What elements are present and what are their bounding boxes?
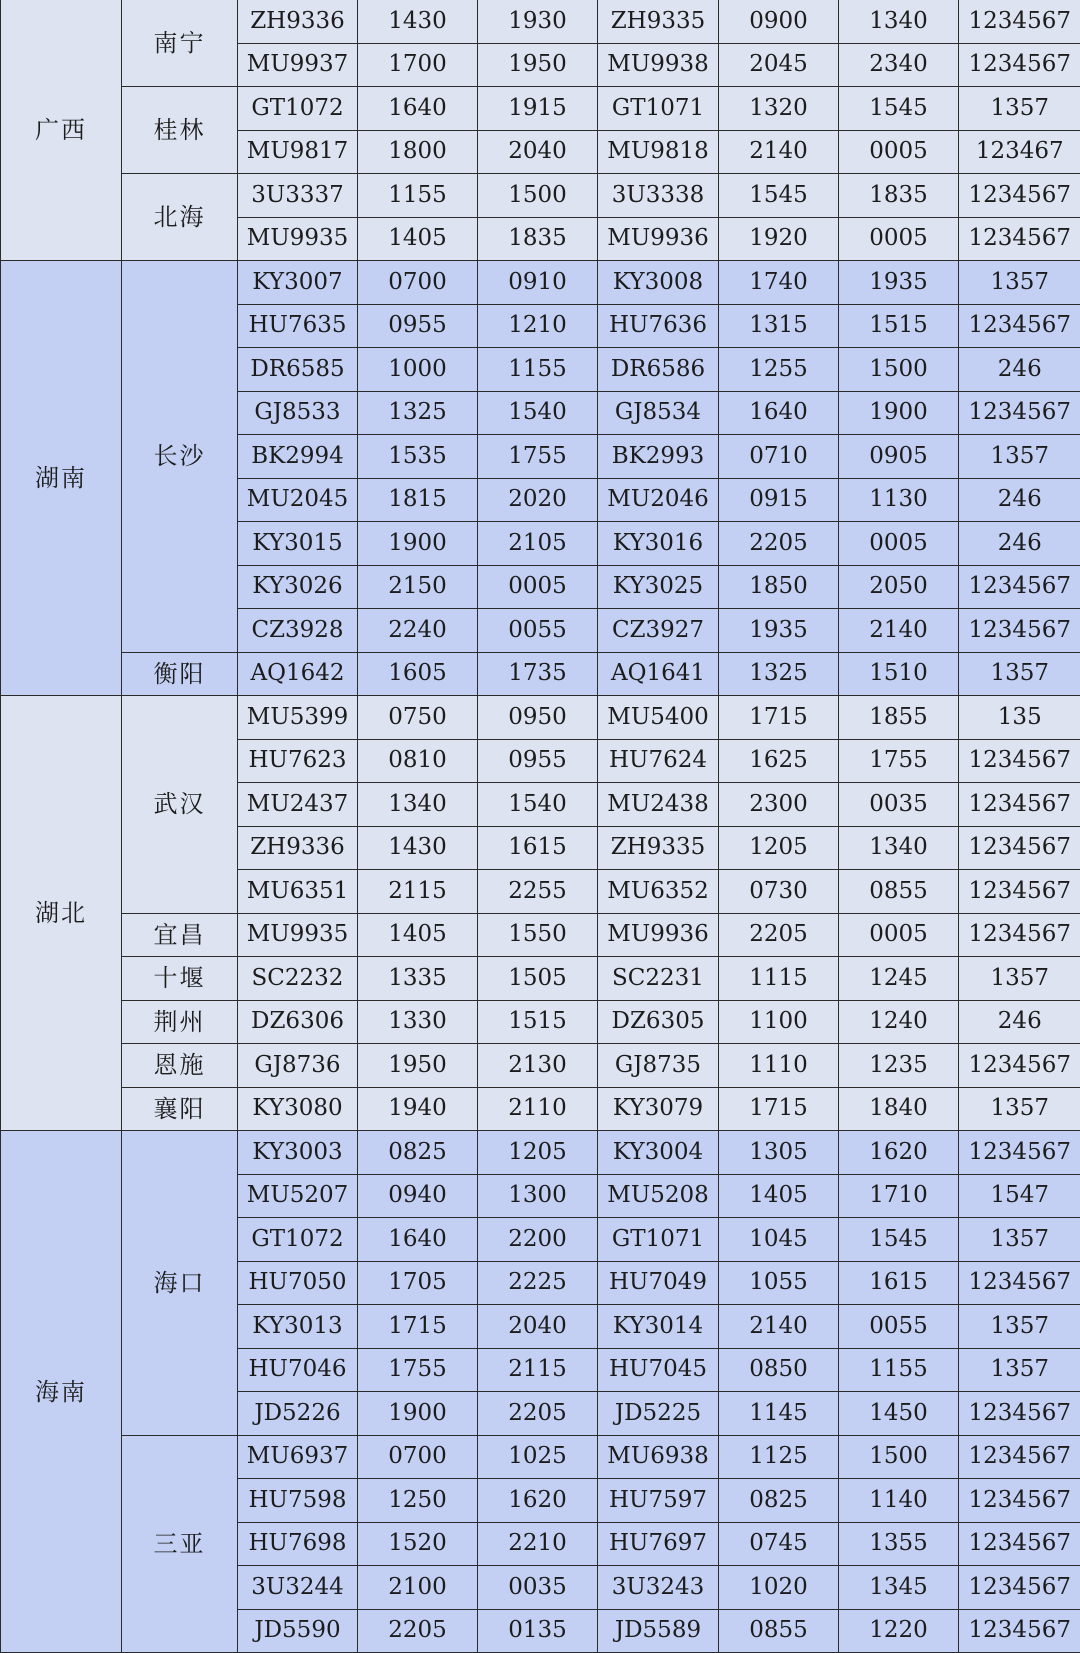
outbound-flight-no-cell: 3U3337 [238, 174, 358, 218]
return-flight-no-cell: ZH9335 [598, 0, 719, 43]
outbound-flight-no-cell: MU2045 [238, 478, 358, 522]
return-flight-no-cell: KY3014 [598, 1305, 719, 1349]
outbound-arrive-cell: 0910 [478, 261, 598, 305]
return-arrive-cell: 1710 [839, 1174, 959, 1218]
return-depart-cell: 0730 [719, 870, 839, 914]
return-depart-cell: 0855 [719, 1609, 839, 1653]
operating-days-cell: 1234567 [959, 826, 1080, 870]
operating-days-cell: 1234567 [959, 1392, 1080, 1436]
outbound-arrive-cell: 0035 [478, 1566, 598, 1610]
outbound-arrive-cell: 1950 [478, 43, 598, 87]
outbound-flight-no-cell: KY3003 [238, 1131, 358, 1175]
return-flight-no-cell: MU9936 [598, 913, 719, 957]
return-arrive-cell: 1545 [839, 87, 959, 131]
outbound-flight-no-cell: KY3007 [238, 261, 358, 305]
city-cell: 十堰 [122, 957, 238, 1001]
outbound-arrive-cell: 1025 [478, 1435, 598, 1479]
return-arrive-cell: 1755 [839, 739, 959, 783]
return-arrive-cell: 1155 [839, 1348, 959, 1392]
outbound-flight-no-cell: BK2994 [238, 435, 358, 479]
operating-days-cell: 123467 [959, 130, 1080, 174]
city-cell: 长沙 [122, 261, 238, 653]
return-flight-no-cell: KY3025 [598, 565, 719, 609]
outbound-depart-cell: 1950 [358, 1044, 478, 1088]
outbound-depart-cell: 1405 [358, 913, 478, 957]
outbound-depart-cell: 2115 [358, 870, 478, 914]
outbound-flight-no-cell: KY3013 [238, 1305, 358, 1349]
return-flight-no-cell: HU7636 [598, 304, 719, 348]
return-depart-cell: 0710 [719, 435, 839, 479]
table-row [1, 261, 1080, 305]
return-flight-no-cell: MU5400 [598, 696, 719, 740]
outbound-arrive-cell: 2225 [478, 1261, 598, 1305]
outbound-depart-cell: 1330 [358, 1000, 478, 1044]
outbound-depart-cell: 1325 [358, 391, 478, 435]
outbound-flight-no-cell: DZ6306 [238, 1000, 358, 1044]
return-depart-cell: 2045 [719, 43, 839, 87]
return-arrive-cell: 1620 [839, 1131, 959, 1175]
operating-days-cell: 1357 [959, 1348, 1080, 1392]
operating-days-cell: 1357 [959, 652, 1080, 696]
outbound-flight-no-cell: HU7046 [238, 1348, 358, 1392]
operating-days-cell: 1547 [959, 1174, 1080, 1218]
outbound-depart-cell: 1705 [358, 1261, 478, 1305]
province-cell: 海南 [1, 1131, 122, 1653]
return-flight-no-cell: GJ8735 [598, 1044, 719, 1088]
return-arrive-cell: 0055 [839, 1305, 959, 1349]
outbound-depart-cell: 1900 [358, 522, 478, 566]
operating-days-cell: 1234567 [959, 0, 1080, 43]
return-arrive-cell: 1450 [839, 1392, 959, 1436]
return-depart-cell: 1935 [719, 609, 839, 653]
outbound-depart-cell: 2240 [358, 609, 478, 653]
operating-days-cell: 1234567 [959, 783, 1080, 827]
return-depart-cell: 1715 [719, 1087, 839, 1131]
return-arrive-cell: 0005 [839, 130, 959, 174]
outbound-flight-no-cell: MU9817 [238, 130, 358, 174]
outbound-arrive-cell: 2130 [478, 1044, 598, 1088]
operating-days-cell: 246 [959, 478, 1080, 522]
outbound-depart-cell: 2150 [358, 565, 478, 609]
operating-days-cell: 1234567 [959, 1044, 1080, 1088]
outbound-arrive-cell: 2205 [478, 1392, 598, 1436]
table-row [1, 1131, 1080, 1175]
return-flight-no-cell: CZ3927 [598, 609, 719, 653]
outbound-flight-no-cell: GT1072 [238, 1218, 358, 1262]
return-flight-no-cell: MU9938 [598, 43, 719, 87]
outbound-arrive-cell: 0955 [478, 739, 598, 783]
return-depart-cell: 1100 [719, 1000, 839, 1044]
return-arrive-cell: 0005 [839, 217, 959, 261]
return-arrive-cell: 1340 [839, 0, 959, 43]
outbound-flight-no-cell: AQ1642 [238, 652, 358, 696]
outbound-arrive-cell: 0135 [478, 1609, 598, 1653]
return-depart-cell: 1640 [719, 391, 839, 435]
outbound-arrive-cell: 1930 [478, 0, 598, 43]
outbound-arrive-cell: 2105 [478, 522, 598, 566]
city-cell: 桂林 [122, 87, 238, 174]
return-arrive-cell: 1140 [839, 1479, 959, 1523]
operating-days-cell: 1234567 [959, 304, 1080, 348]
return-flight-no-cell: HU7624 [598, 739, 719, 783]
return-flight-no-cell: DR6586 [598, 348, 719, 392]
operating-days-cell: 1234567 [959, 1522, 1080, 1566]
operating-days-cell: 1234567 [959, 609, 1080, 653]
return-flight-no-cell: MU9818 [598, 130, 719, 174]
city-cell: 三亚 [122, 1435, 238, 1653]
return-depart-cell: 1205 [719, 826, 839, 870]
city-cell: 北海 [122, 174, 238, 261]
return-arrive-cell: 1515 [839, 304, 959, 348]
outbound-depart-cell: 1405 [358, 217, 478, 261]
outbound-flight-no-cell: CZ3928 [238, 609, 358, 653]
outbound-depart-cell: 1640 [358, 87, 478, 131]
outbound-arrive-cell: 0950 [478, 696, 598, 740]
outbound-depart-cell: 1335 [358, 957, 478, 1001]
return-arrive-cell: 1855 [839, 696, 959, 740]
outbound-flight-no-cell: MU9935 [238, 217, 358, 261]
return-arrive-cell: 1900 [839, 391, 959, 435]
outbound-flight-no-cell: SC2232 [238, 957, 358, 1001]
return-flight-no-cell: 3U3243 [598, 1566, 719, 1610]
table-row [1, 957, 1080, 1001]
return-depart-cell: 1115 [719, 957, 839, 1001]
return-depart-cell: 1305 [719, 1131, 839, 1175]
return-arrive-cell: 1240 [839, 1000, 959, 1044]
outbound-arrive-cell: 1515 [478, 1000, 598, 1044]
return-flight-no-cell: MU5208 [598, 1174, 719, 1218]
operating-days-cell: 1357 [959, 1218, 1080, 1262]
return-arrive-cell: 1840 [839, 1087, 959, 1131]
return-flight-no-cell: KY3008 [598, 261, 719, 305]
outbound-arrive-cell: 1205 [478, 1131, 598, 1175]
outbound-arrive-cell: 2040 [478, 130, 598, 174]
outbound-arrive-cell: 1550 [478, 913, 598, 957]
outbound-arrive-cell: 1505 [478, 957, 598, 1001]
return-depart-cell: 1625 [719, 739, 839, 783]
return-flight-no-cell: MU6352 [598, 870, 719, 914]
return-depart-cell: 1740 [719, 261, 839, 305]
return-depart-cell: 0915 [719, 478, 839, 522]
return-arrive-cell: 2050 [839, 565, 959, 609]
outbound-depart-cell: 1900 [358, 1392, 478, 1436]
outbound-flight-no-cell: KY3015 [238, 522, 358, 566]
operating-days-cell: 1234567 [959, 217, 1080, 261]
outbound-arrive-cell: 1540 [478, 783, 598, 827]
return-flight-no-cell: MU9936 [598, 217, 719, 261]
return-depart-cell: 1110 [719, 1044, 839, 1088]
return-flight-no-cell: HU7597 [598, 1479, 719, 1523]
return-arrive-cell: 1340 [839, 826, 959, 870]
return-flight-no-cell: DZ6305 [598, 1000, 719, 1044]
outbound-depart-cell: 1800 [358, 130, 478, 174]
operating-days-cell: 246 [959, 1000, 1080, 1044]
return-depart-cell: 1920 [719, 217, 839, 261]
return-arrive-cell: 0005 [839, 913, 959, 957]
return-arrive-cell: 0035 [839, 783, 959, 827]
outbound-depart-cell: 1340 [358, 783, 478, 827]
operating-days-cell: 1357 [959, 1087, 1080, 1131]
operating-days-cell: 1357 [959, 261, 1080, 305]
return-arrive-cell: 1510 [839, 652, 959, 696]
return-flight-no-cell: GT1071 [598, 1218, 719, 1262]
operating-days-cell: 1234567 [959, 1566, 1080, 1610]
outbound-arrive-cell: 0055 [478, 609, 598, 653]
return-depart-cell: 1045 [719, 1218, 839, 1262]
return-depart-cell: 1020 [719, 1566, 839, 1610]
operating-days-cell: 1234567 [959, 565, 1080, 609]
operating-days-cell: 1234567 [959, 739, 1080, 783]
return-arrive-cell: 2140 [839, 609, 959, 653]
outbound-arrive-cell: 1915 [478, 87, 598, 131]
outbound-arrive-cell: 1755 [478, 435, 598, 479]
return-arrive-cell: 1245 [839, 957, 959, 1001]
outbound-depart-cell: 2205 [358, 1609, 478, 1653]
outbound-depart-cell: 1535 [358, 435, 478, 479]
operating-days-cell: 1234567 [959, 1435, 1080, 1479]
return-arrive-cell: 1835 [839, 174, 959, 218]
return-arrive-cell: 1935 [839, 261, 959, 305]
return-depart-cell: 0900 [719, 0, 839, 43]
outbound-arrive-cell: 2200 [478, 1218, 598, 1262]
operating-days-cell: 1234567 [959, 43, 1080, 87]
table-row [1, 652, 1080, 696]
province-cell: 广西 [1, 0, 122, 261]
return-flight-no-cell: MU2438 [598, 783, 719, 827]
outbound-depart-cell: 0955 [358, 304, 478, 348]
return-arrive-cell: 1235 [839, 1044, 959, 1088]
return-depart-cell: 2205 [719, 522, 839, 566]
return-depart-cell: 0825 [719, 1479, 839, 1523]
operating-days-cell: 1234567 [959, 1479, 1080, 1523]
operating-days-cell: 1357 [959, 957, 1080, 1001]
return-depart-cell: 1715 [719, 696, 839, 740]
return-flight-no-cell: 3U3338 [598, 174, 719, 218]
outbound-arrive-cell: 1155 [478, 348, 598, 392]
operating-days-cell: 246 [959, 522, 1080, 566]
return-arrive-cell: 1355 [839, 1522, 959, 1566]
return-depart-cell: 1545 [719, 174, 839, 218]
outbound-depart-cell: 1520 [358, 1522, 478, 1566]
outbound-depart-cell: 1430 [358, 0, 478, 43]
return-flight-no-cell: KY3004 [598, 1131, 719, 1175]
return-flight-no-cell: ZH9335 [598, 826, 719, 870]
city-cell: 南宁 [122, 0, 238, 87]
operating-days-cell: 1357 [959, 1305, 1080, 1349]
outbound-depart-cell: 1700 [358, 43, 478, 87]
outbound-flight-no-cell: MU9937 [238, 43, 358, 87]
city-cell: 衡阳 [122, 652, 238, 696]
city-cell: 恩施 [122, 1044, 238, 1088]
outbound-flight-no-cell: 3U3244 [238, 1566, 358, 1610]
return-flight-no-cell: GT1071 [598, 87, 719, 131]
outbound-depart-cell: 1815 [358, 478, 478, 522]
outbound-flight-no-cell: GJ8736 [238, 1044, 358, 1088]
outbound-arrive-cell: 1540 [478, 391, 598, 435]
return-arrive-cell: 1220 [839, 1609, 959, 1653]
table-row [1, 1435, 1080, 1479]
outbound-flight-no-cell: MU6937 [238, 1435, 358, 1479]
return-arrive-cell: 2340 [839, 43, 959, 87]
return-flight-no-cell: AQ1641 [598, 652, 719, 696]
table-row [1, 87, 1080, 131]
return-flight-no-cell: MU2046 [598, 478, 719, 522]
outbound-flight-no-cell: JD5590 [238, 1609, 358, 1653]
outbound-flight-no-cell: JD5226 [238, 1392, 358, 1436]
return-flight-no-cell: JD5225 [598, 1392, 719, 1436]
outbound-arrive-cell: 0005 [478, 565, 598, 609]
return-flight-no-cell: BK2993 [598, 435, 719, 479]
outbound-depart-cell: 1940 [358, 1087, 478, 1131]
outbound-flight-no-cell: MU5207 [238, 1174, 358, 1218]
table-row [1, 1000, 1080, 1044]
outbound-depart-cell: 1250 [358, 1479, 478, 1523]
return-depart-cell: 1405 [719, 1174, 839, 1218]
outbound-arrive-cell: 2040 [478, 1305, 598, 1349]
operating-days-cell: 246 [959, 348, 1080, 392]
return-arrive-cell: 1500 [839, 1435, 959, 1479]
operating-days-cell: 1234567 [959, 913, 1080, 957]
return-depart-cell: 1315 [719, 304, 839, 348]
province-cell: 湖南 [1, 261, 122, 696]
outbound-depart-cell: 0700 [358, 261, 478, 305]
table-row [1, 1087, 1080, 1131]
return-depart-cell: 2140 [719, 130, 839, 174]
outbound-arrive-cell: 1620 [478, 1479, 598, 1523]
return-arrive-cell: 0005 [839, 522, 959, 566]
return-depart-cell: 0850 [719, 1348, 839, 1392]
outbound-arrive-cell: 2210 [478, 1522, 598, 1566]
outbound-flight-no-cell: MU5399 [238, 696, 358, 740]
operating-days-cell: 135 [959, 696, 1080, 740]
return-depart-cell: 2300 [719, 783, 839, 827]
return-arrive-cell: 1500 [839, 348, 959, 392]
return-arrive-cell: 1130 [839, 478, 959, 522]
operating-days-cell: 1234567 [959, 1609, 1080, 1653]
table-row [1, 174, 1080, 218]
return-flight-no-cell: MU6938 [598, 1435, 719, 1479]
return-depart-cell: 1055 [719, 1261, 839, 1305]
operating-days-cell: 1234567 [959, 1261, 1080, 1305]
return-depart-cell: 0745 [719, 1522, 839, 1566]
outbound-flight-no-cell: DR6585 [238, 348, 358, 392]
outbound-depart-cell: 1605 [358, 652, 478, 696]
outbound-depart-cell: 1640 [358, 1218, 478, 1262]
return-depart-cell: 1850 [719, 565, 839, 609]
outbound-depart-cell: 1755 [358, 1348, 478, 1392]
outbound-arrive-cell: 1835 [478, 217, 598, 261]
outbound-arrive-cell: 1210 [478, 304, 598, 348]
outbound-depart-cell: 1715 [358, 1305, 478, 1349]
outbound-flight-no-cell: MU9935 [238, 913, 358, 957]
return-flight-no-cell: HU7045 [598, 1348, 719, 1392]
return-depart-cell: 1325 [719, 652, 839, 696]
return-flight-no-cell: HU7697 [598, 1522, 719, 1566]
outbound-flight-no-cell: HU7635 [238, 304, 358, 348]
outbound-flight-no-cell: GJ8533 [238, 391, 358, 435]
outbound-depart-cell: 0750 [358, 696, 478, 740]
outbound-depart-cell: 0940 [358, 1174, 478, 1218]
table-row [1, 1044, 1080, 1088]
outbound-flight-no-cell: KY3080 [238, 1087, 358, 1131]
outbound-flight-no-cell: MU2437 [238, 783, 358, 827]
return-arrive-cell: 1615 [839, 1261, 959, 1305]
schedule-body [1, 0, 1080, 1653]
return-flight-no-cell: JD5589 [598, 1609, 719, 1653]
outbound-depart-cell: 1430 [358, 826, 478, 870]
table-row [1, 0, 1080, 43]
table-row [1, 696, 1080, 740]
city-cell: 宜昌 [122, 913, 238, 957]
operating-days-cell: 1234567 [959, 1131, 1080, 1175]
outbound-depart-cell: 0700 [358, 1435, 478, 1479]
outbound-arrive-cell: 1500 [478, 174, 598, 218]
outbound-flight-no-cell: ZH9336 [238, 826, 358, 870]
return-depart-cell: 1255 [719, 348, 839, 392]
return-arrive-cell: 1345 [839, 1566, 959, 1610]
return-arrive-cell: 0905 [839, 435, 959, 479]
return-arrive-cell: 0855 [839, 870, 959, 914]
return-flight-no-cell: KY3079 [598, 1087, 719, 1131]
outbound-depart-cell: 1000 [358, 348, 478, 392]
outbound-depart-cell: 2100 [358, 1566, 478, 1610]
operating-days-cell: 1357 [959, 435, 1080, 479]
city-cell: 海口 [122, 1131, 238, 1436]
return-arrive-cell: 1545 [839, 1218, 959, 1262]
outbound-flight-no-cell: KY3026 [238, 565, 358, 609]
province-cell: 湖北 [1, 696, 122, 1131]
operating-days-cell: 1234567 [959, 870, 1080, 914]
operating-days-cell: 1357 [959, 87, 1080, 131]
return-depart-cell: 1320 [719, 87, 839, 131]
outbound-arrive-cell: 1735 [478, 652, 598, 696]
outbound-depart-cell: 0810 [358, 739, 478, 783]
return-depart-cell: 2205 [719, 913, 839, 957]
return-flight-no-cell: KY3016 [598, 522, 719, 566]
return-flight-no-cell: GJ8534 [598, 391, 719, 435]
outbound-flight-no-cell: HU7698 [238, 1522, 358, 1566]
outbound-flight-no-cell: GT1072 [238, 87, 358, 131]
operating-days-cell: 1234567 [959, 174, 1080, 218]
return-flight-no-cell: SC2231 [598, 957, 719, 1001]
outbound-depart-cell: 1155 [358, 174, 478, 218]
outbound-arrive-cell: 2255 [478, 870, 598, 914]
outbound-flight-no-cell: ZH9336 [238, 0, 358, 43]
outbound-depart-cell: 0825 [358, 1131, 478, 1175]
operating-days-cell: 1234567 [959, 391, 1080, 435]
table-row [1, 913, 1080, 957]
outbound-flight-no-cell: HU7623 [238, 739, 358, 783]
outbound-arrive-cell: 2020 [478, 478, 598, 522]
outbound-arrive-cell: 2110 [478, 1087, 598, 1131]
city-cell: 襄阳 [122, 1087, 238, 1131]
outbound-arrive-cell: 2115 [478, 1348, 598, 1392]
outbound-flight-no-cell: MU6351 [238, 870, 358, 914]
city-cell: 武汉 [122, 696, 238, 914]
outbound-arrive-cell: 1615 [478, 826, 598, 870]
return-depart-cell: 2140 [719, 1305, 839, 1349]
return-depart-cell: 1125 [719, 1435, 839, 1479]
return-depart-cell: 1145 [719, 1392, 839, 1436]
outbound-arrive-cell: 1300 [478, 1174, 598, 1218]
city-cell: 荆州 [122, 1000, 238, 1044]
return-flight-no-cell: HU7049 [598, 1261, 719, 1305]
outbound-flight-no-cell: HU7050 [238, 1261, 358, 1305]
outbound-flight-no-cell: HU7598 [238, 1479, 358, 1523]
